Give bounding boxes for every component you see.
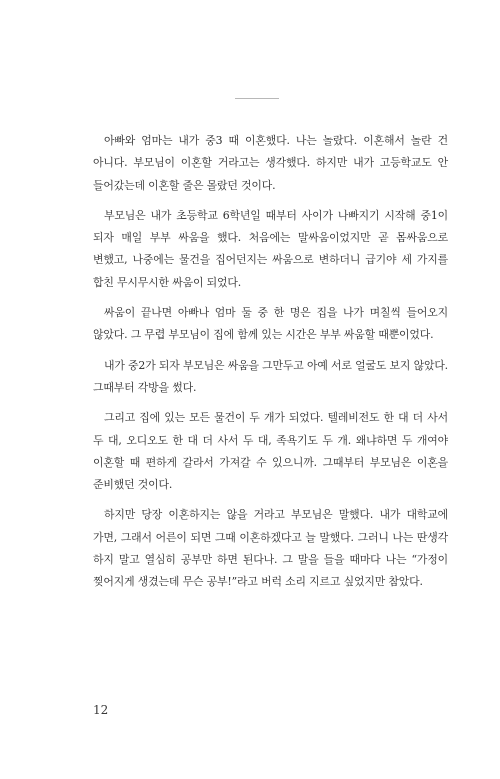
paragraph: 그리고 집에 있는 모든 물건이 두 개가 되었다. 텔레비전도 한 대 더 사서 두 대, 오디오도 한 대 더 사서 두 대, 족욕기도 두 개. 왜냐하면 두 개여야 이혼할 때 편하게 갈라서 가져갈 수 있으니까. 그때부터 부모님은 이혼을 준비했던 것이다. [93,411,448,492]
body-text [93,130,448,602]
paragraph: 내가 중2가 되자 부모님은 싸움을 그만두고 아예 서로 얼굴도 보지 않았다. 그때부터 각방을 썼다. [93,358,448,394]
paragraph: 아빠와 엄마는 내가 중3 때 이혼했다. 나는 놀랐다. 이혼해서 놀란 건 아니다. 부모님이 이혼할 거라고는 생각했다. 하지만 내가 고등학교도 안 들어갔는데 이혼할 줄은 몰랐던 것이다. [93,134,448,192]
top-divider-rule [235,98,279,99]
paragraph: 싸움이 끝나면 아빠나 엄마 둘 중 한 명은 집을 나가 며칠씩 들어오지 않았다. 그 무렵 부모님이 집에 함께 있는 시간은 부부 싸움할 때뿐이었다. [93,306,448,342]
paragraph: 부모님은 내가 초등학교 6학년일 때부터 사이가 나빠지기 시작해 중1이 되자 매일 부부 싸움을 했다. 처음에는 말싸움이었지만 곧 몸싸움으로 변했고, 나중에는 물건을 집어던지는 싸움으로 변하더니 급기야 세 가지를 합친 무시무시한 싸움이 되었다. [93,208,448,289]
page-number: 12 [93,703,109,717]
paragraph: 하지만 당장 이혼하지는 않을 거라고 부모님은 말했다. 내가 대학교에 가면, 그래서 어른이 되면 그때 이혼하겠다고 늘 말했다. 그러니 나는 딴생각 하지 말고 열심히 공부만 하면 된다나. 그 말을 들을 때마다 나는 “가정이 찢어지게 생겼는데 무슨 공부!”라고 버럭 소리 지르고 싶었지만 참았다. [93,508,448,589]
